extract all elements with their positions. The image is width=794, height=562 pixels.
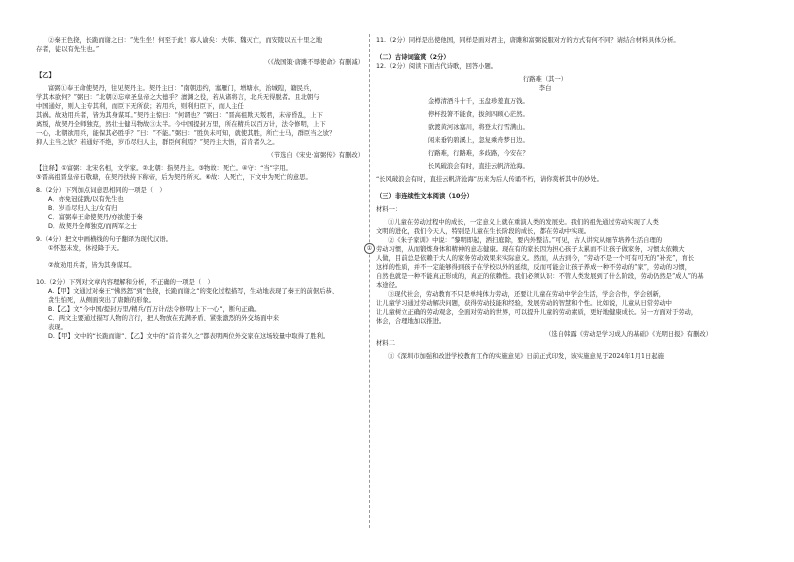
column-divider xyxy=(369,34,370,528)
material-line: ①《深圳市加强和改进学校教育工作的实施意见》日前正式印发，该实施意见于2024年1月1日起施 xyxy=(388,353,664,360)
note-line: 【注释】①富弼：北宋名相，文学家。②北朝：指契丹主。③物故：死亡。④守：“当”字用。 xyxy=(36,165,292,172)
text-line: 中国通好，则人主专其利，而臣下无所获；若用兵，则利归臣下，而人主任 xyxy=(36,103,244,110)
text-line: 离叛，故契丹全师独克，然壮士健马物故③太半。今中国提封万里，所在精兵以百万计，法令修明，上下 xyxy=(36,121,326,128)
poem-author: 李白 xyxy=(538,85,552,92)
source-citation: （选自韩露《劳动是学习成人的基础》《光明日报》有删改） xyxy=(545,331,712,338)
question-8: 8.（2分）下列加点词意思相同的一项是（ ） xyxy=(36,187,166,194)
option-d: D.【甲】文中的“长跪而谢”、【乙】文中的“首肯者久之”都表明两位外交家在这场较量中取得了胜利。 xyxy=(48,333,330,340)
translation-item: ①怀怒未发，休祲降于天。 xyxy=(48,245,123,252)
text-line: 存者，徒以有先生也。” xyxy=(36,46,100,53)
text-line: 其祸。故劝用兵者，皆为其身谋耳。”契丹主惊曰：“何谓也？”弼曰：“晋高祖欺天叛君，末帝昏乱，上下 xyxy=(36,112,323,119)
text-line: 一心，北朝欲用兵，能保其必胜乎？”曰：“不能。”弼曰：“胜负未可知，就使其胜，所亡士马，群臣当之欤？ xyxy=(36,130,336,137)
option-b: B．岁币尽归人主/女有归 xyxy=(48,205,118,212)
option-a: A.【甲】文通过对秦王“怫然怒”到“色挠，长跪而谢之”的变化过程描写，生动地表现了秦王的前倨后恭、 xyxy=(48,288,339,295)
poem-line: 长风破浪会有时，直挂云帆济沧海。 xyxy=(428,163,529,170)
text-line: 富弼①奉王命使契丹，往见契丹主。契丹主曰：“南朝违约，塞雁门，增塘水，治城隍，籍民兵， xyxy=(48,85,316,92)
material-line: ①儿童在劳动过程中的成长，一定意义上就在重演人类的发展史。我们的祖先通过劳动实现了人类 xyxy=(388,219,659,226)
question-11: 11.（2分）同样是出使他国，同样是面对君主，唐雎和富弼说服对方的方式有何不同？请结合材料具体分析。 xyxy=(376,37,680,44)
poem-line: 闲来垂钓碧溪上，忽复乘舟梦日边。 xyxy=(428,137,529,144)
section-heading: （二）古诗词鉴赏（2分） xyxy=(376,54,450,61)
material-line: ③现代社会，劳动教育不只是单纯体力劳动，还要让儿童在劳动中学会生活，学会合作，学会创新， xyxy=(388,291,666,298)
option-c-cont: 表现。 xyxy=(48,324,67,331)
material-title: 材料二 xyxy=(376,340,395,347)
option-c: C．富弼奉王命使契丹/亦欲使于秦 xyxy=(48,214,143,221)
material-line: 让儿童学习通过劳动解决问题，获得劳动技能和经验，发展劳动的智慧和个性。比如说，儿童从日常劳动中 xyxy=(376,300,672,307)
poem-line: 行路难，行路难，多歧路，今安在？ xyxy=(428,150,529,157)
material-line: 这样的性质，并不一定能够得到孩子在学校以外的延续，反而可能会让孩子养成一种不劳动的“家”，劳动的习惯， xyxy=(376,264,691,271)
option-d: D．故契丹全师独克/而两军之士 xyxy=(48,223,137,230)
question-10: 10.（2分）下列对文章内容理解和分析，不正确的一项是（ ） xyxy=(36,279,214,286)
text-line: 学其本欲何？”弼曰：“北朝②忘章圣皇帝之大德乎？澶渊之役，若从诸将言，北兵无得脱者。且北朝与 xyxy=(36,94,320,101)
note-line: ⑤晋高祖晋皇帝石敬瑭，在契丹扶持下称帝，后为契丹所灭。⑥故：人死亡，下文中为死亡的意思。 xyxy=(36,174,312,181)
question-12: 12.（2分）阅读下面古代诗歌，回答小题。 xyxy=(376,63,498,70)
section-marker: 【乙】 xyxy=(36,72,55,79)
material-line: 让儿童树立正确的劳动观念，全面对劳动的世界，可以提升儿童的劳动素质，更好地健康成长。另一方面对于劳动， xyxy=(376,309,698,316)
material-line: 体会，合理地加以推进。 xyxy=(376,318,446,325)
poem-line: 停杯投箸不能食，拔剑四顾心茫然。 xyxy=(428,111,529,118)
poem-line: 金樽清酒斗十千，玉盘珍羞直万钱。 xyxy=(428,98,529,105)
binding-mark: ① xyxy=(364,243,375,254)
question-12-prompt: “长风破浪会有时，直挂云帆济沧海”历来为后人传诵不朽，请你赏析其中的妙处。 xyxy=(376,176,603,183)
source-citation: （节选自《宋史·富弼传》有删改） xyxy=(267,152,364,159)
material-line: 文明的进化，我们今天人，特别是儿童在生长阶段的成长，都在劳动中实现。 xyxy=(376,228,591,235)
poem-title: 行路难（其一） xyxy=(522,76,568,83)
right-column xyxy=(376,36,714,361)
question-9: 9.（4分）把文中画横线的句子翻译为现代汉语。 xyxy=(36,236,172,243)
section-heading: （三）非连续性文本阅读（10分） xyxy=(376,193,473,200)
option-a-cont: 贪生怕死，从侧面突出了唐雎的形象。 xyxy=(48,297,156,304)
option-c: C．两文主要通过描写人物的言行，把人物放在充满矛盾、紧张激烈的外交场面中来 xyxy=(48,315,280,322)
option-a: A．亦免冠徒跣/以有先生也 xyxy=(48,196,124,203)
left-column xyxy=(36,36,366,341)
translation-item: ②故劝用兵者，皆为其身谋耳。 xyxy=(48,262,136,269)
material-line: 自然也就是一种不能真正形成的，真正的依赖性。我们必须认识：不管人类发展到了什么阶段，劳动仍然是“成人”的基 xyxy=(376,273,704,280)
text-line: 抑人主当之欤？若通好不绝，岁币尽归人主，群臣何利焉？”契丹主大悟，首肯者久之。 xyxy=(36,139,279,146)
material-line: 劳动习惯，从而锻炼身体和精神的意志健康。现在有的家长因为担心孩子太累而不让孩子做家务，习惯太依赖大 xyxy=(376,246,685,253)
option-b: B.【乙】文“今中国/提封万里/精兵/百万计/法令修明/上下一心”，断句正确。 xyxy=(48,306,261,313)
poem-line: 欲渡黄河冰塞川，将登太行雪满山。 xyxy=(428,124,529,131)
material-line: 本途径。 xyxy=(376,282,402,289)
source-citation: （《战国策·唐雎不辱使命》有删减） xyxy=(264,59,364,66)
text-line: ②秦王色挠，长跪而谢之曰：“先生坐！何至于此！寡人谕矣：夫韩、魏灭亡，而安陵以五十里之地 xyxy=(48,37,322,44)
material-title: 材料一： xyxy=(376,206,402,213)
material-line: 人做，目前总是依赖于大人的家务劳动效果来实际意义。然而，从古到今，“劳动不是一个可有可无的“补充”，育长 xyxy=(376,255,695,262)
material-line: ②《朱子家训》中说：“黎明即起，洒扫庭除，要内外整洁。”可见，古人讲究从细节培养生活自理的 xyxy=(388,237,663,244)
